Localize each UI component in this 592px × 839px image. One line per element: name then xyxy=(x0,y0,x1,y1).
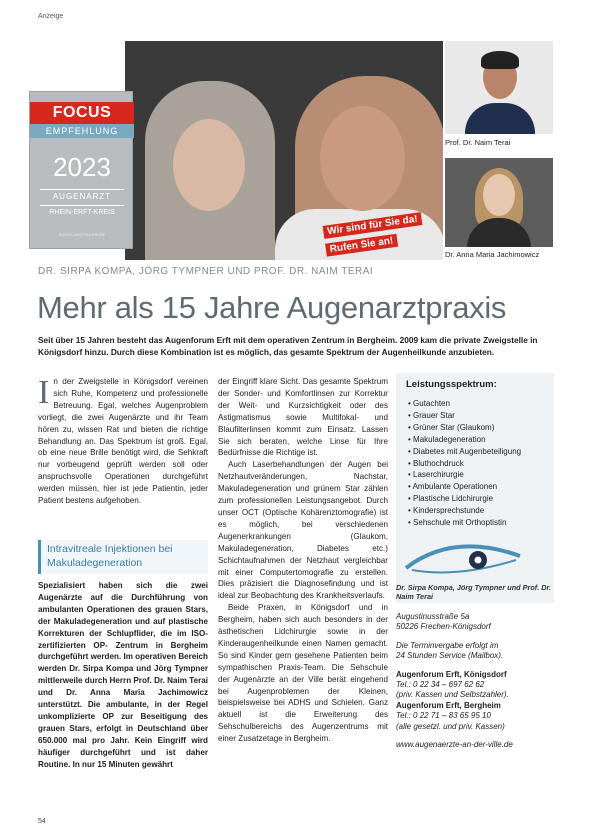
focus-award-badge xyxy=(29,91,133,249)
service-item: • Makuladegeneration xyxy=(408,434,521,446)
caption-jachimowicz: Dr. Anna Maria Jachimowicz xyxy=(445,250,540,259)
practice-logo-text: Dr. Sirpa Kompa, Jörg Tympner und Prof. Dr. Naim Terai xyxy=(396,583,552,602)
section-subhead: Intravitreale Injektionen bei Makuladegeneration xyxy=(38,540,208,574)
column-1-intro xyxy=(38,376,208,507)
address-street: Augustinusstraße 5a xyxy=(396,612,470,621)
services-list xyxy=(408,398,521,529)
contact-block xyxy=(396,612,556,750)
paragraph-praxen: Beide Praxen, in Königsdorf und in Bergheim, haben sich auch besonders in der ästhetischen Lidchirurgie sowie in der Kinderaugenheilkunde einen Namen gemacht. So sind Kinder gern gesehene Patienten beim sympathischen Praxis-Team. Die Sehschule der Augenärzte an der Ville berät eingehend bei Augenproblemen der Kleinen, beispielsweise bei ADHS und Schielen. Ganz aktuell ist die Erweiterung des Sehschulbereichs des Augenzentrums mit einer Zusatzetage in Bergheim. xyxy=(218,603,388,744)
koenigsdorf-phone[interactable]: Tel.: 0 22 34 – 697 62 62 xyxy=(396,680,485,690)
service-item: • Grüner Star (Glaukom) xyxy=(408,422,521,434)
website-link[interactable]: www.augenaerzte-an-der-ville.de xyxy=(396,740,513,750)
focus-url: FOCUS-ARZTSUCHE.DE xyxy=(58,232,106,237)
paragraph-specialization: Spezialisiert haben sich die zwei Augenärzte auf die Durchführung von ambulanten Operationen des grauen Stars, der Makuladegeneration und auf plastische Korrekturen der Schlupflider, die im ISO-zertifizierten OP- Zentrum in Bergheim durchgeführt werden. Im operativen Bereich werden Dr. Sirpa Kompa und Jörg Tympner mittlerweile durch Herrn Prof. Dr. Naim Terai und Dr. Anna Maria Jachimowicz unterstützt. Die ambulante, in der Regel unkomplizierte OP zur Beseitigung des grauen Stars, erfolgt in Deutschland über 650.000 mal pro Jahr. Kein Eingriff wird häufiger durchgeführt und ist daher Routine. In nur 15 Minuten gewährt xyxy=(38,581,209,769)
address-city: 50226 Frechen-Königsdorf xyxy=(396,622,491,632)
service-item: • Grauer Star xyxy=(408,410,521,422)
service-item: • Plastische Lidchirurgie xyxy=(408,493,521,505)
paragraph-intro: n der Zweigstelle in Königsdorf vereinen sich Ruhe, Kompetenz und professionelle Betreuung. Egal, welches Augenproblem vorliegt, die zwei Augenärzte und ihr Team hören zu, wissen Rat und bieten die richtige Behandlung an. Das Spektrum ist groß. Egal, ob eine neue Brille benötigt wird, die Sehkraft nur vorbeugend geprüft werden soll oder anspruchsvolle Operationen durchgeführt werden müssen, hier ist jede Patientin, jeder Patient bestens aufgehoben. xyxy=(38,377,208,506)
service-item: • Kindersprechstunde xyxy=(408,505,521,517)
column-1-body xyxy=(38,580,208,771)
article-title: Mehr als 15 Jahre Augenarztpraxis xyxy=(37,290,507,325)
focus-year: 2023 xyxy=(53,152,111,182)
koenigsdorf-note: (priv. Kassen und Selbstzahler). xyxy=(396,690,509,700)
service-item: • Diabetes mit Augenbeteiligung xyxy=(408,446,521,458)
page-number: 54 xyxy=(38,818,46,825)
paragraph-laser: Auch Laserbehandlungen der Augen bei Netzhautveränderungen, Nachstar, Makuladegeneration und grünem Star zählen zum professionellen Leistungsangebot. Durch unser OCT (Optische Kohärenztomografie) ist es möglich, bei verschiedenen Augenerkrankungen (Glaukom, Makuladegeneration, Diabetes etc.) Schichtaufnahmen der Netzhaut vergleichbar mit einer Computertomografie zu erstellen. Dies präzisiert die Diagnosefindung und ist ideal zur Beobachtung des Krankheitsverlaufs. xyxy=(218,460,388,601)
column-2 xyxy=(218,376,388,745)
article-subtitle: DR. SIRPA KOMPA, JÖRG TYMPNER UND PROF. DR. NAIM TERAI xyxy=(38,266,374,277)
eye-logo-icon xyxy=(398,538,528,580)
focus-specialty: AUGENARZT xyxy=(52,192,112,201)
service-item: • Ambulante Operationen xyxy=(408,481,521,493)
koenigsdorf-name: Augenforum Erft, Königsdorf xyxy=(396,669,507,679)
advertisement-label: Anzeige xyxy=(38,13,64,20)
service-item: • Sehschule mit Orthoptistin xyxy=(408,517,521,529)
focus-logo: FOCUS xyxy=(30,102,134,124)
bergheim-note: (alle gesetzl. und priv. Kassen) xyxy=(396,721,505,731)
bergheim-phone[interactable]: Tel.: 0 22 71 – 83 65 95 10 xyxy=(396,711,491,721)
focus-empfehlung: EMPFEHLUNG xyxy=(30,124,134,138)
caption-terai: Prof. Dr. Naim Terai xyxy=(445,138,511,147)
portrait-jachimowicz xyxy=(445,158,553,247)
article-lead: Seit über 15 Jahren besteht das Augenforum Erft mit dem operativen Zentrum in Bergheim. 2009 kam die private Zweigstelle in Königsdorf hinzu. Durch diese Kombination ist es möglich, das gesamte Spektrum der Augenheilkunde anzubieten. xyxy=(38,335,538,357)
drop-cap: I xyxy=(38,374,50,411)
service-item: • Gutachten xyxy=(408,398,521,410)
portrait-terai xyxy=(445,41,553,134)
appointment-note-1: Die Terminvergabe erfolgt im xyxy=(396,640,499,650)
services-title: Leistungsspektrum: xyxy=(406,379,497,390)
service-item: • Bluthochdruck xyxy=(408,458,521,470)
focus-region: RHEIN-ERFT-KREIS xyxy=(49,209,115,216)
callout-line1: Wir sind für Sie da! xyxy=(323,212,423,239)
service-item: • Laserchirurgie xyxy=(408,469,521,481)
callout-line2: Rufen Sie an! xyxy=(325,234,398,257)
appointment-note-2: 24 Stunden Service (Mailbox). xyxy=(396,651,504,661)
bergheim-name: Augenforum Erft, Bergheim xyxy=(396,700,501,710)
paragraph-lenses: der Eingriff klare Sicht. Das gesamte Spektrum der Sonder- und Komfortlinsen zur Korrektur der Weit- und Kurzsichtigkeit oder des Astigmatismus sowie Multifokal- und Blaufilterlinsen kommt zum Einsatz. Lassen Sie sich beraten, welche Linse für Ihre Bedürfnisse die Richtige ist. xyxy=(218,377,388,458)
